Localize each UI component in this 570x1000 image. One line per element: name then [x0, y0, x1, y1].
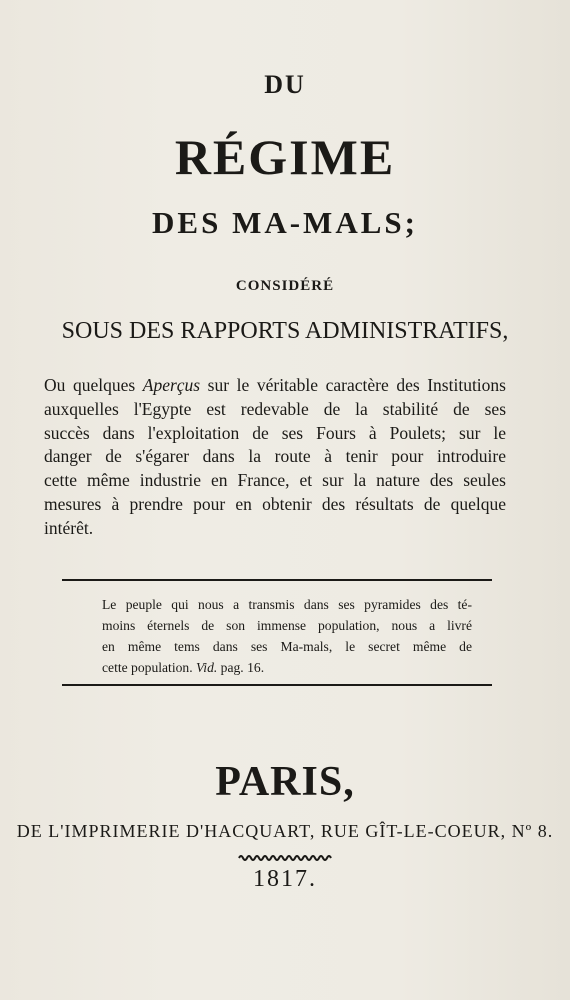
imprint-city: PARIS,	[215, 759, 355, 805]
title-du: DU	[264, 70, 306, 99]
divider-rule-bottom	[62, 684, 492, 686]
description-text: sur le véritable caractère des Institutions	[200, 375, 506, 395]
description-line: cette même industrie en France, et sur la nature des seules	[44, 470, 506, 491]
title-subject: DES MA-MALS;	[152, 205, 418, 240]
description-line: danger de s'égarer dans la route à tenir pour introduire	[44, 446, 506, 467]
description-line: intérêt.	[44, 517, 94, 538]
epigraph-line: Le peuple qui nous a transmis dans ses pyramides des té-	[102, 597, 472, 612]
rapports-heading: SOUS DES RAPPORTS ADMINISTRATIFS,	[61, 318, 509, 344]
description-paragraph	[44, 374, 506, 541]
epigraph-line: en même tems dans ses Ma-mals, le secret même de	[102, 639, 472, 654]
epigraph-line	[102, 657, 472, 678]
imprint-year: 1817.	[253, 866, 317, 892]
description-line: auxquelles l'Egypte est redevable de la stabilité de ses	[44, 398, 506, 419]
description-line	[44, 374, 506, 398]
description-line: succès dans l'exploitation de ses Fours à Poulets; sur le	[44, 422, 506, 443]
description-line: mesures à prendre pour en obtenir des résultats de quelque	[44, 493, 506, 514]
title-regime: RÉGIME	[174, 129, 396, 185]
epigraph	[102, 594, 472, 678]
epigraph-text: pag. 16.	[217, 660, 265, 675]
epigraph-line: moins éternels de son immense population, nous a livré	[102, 618, 472, 633]
epigraph-text: cette population.	[102, 660, 196, 675]
divider-rule-top	[62, 579, 492, 581]
description-italic-term: Aperçus	[142, 375, 201, 395]
epigraph-italic-ref: Vid.	[196, 660, 218, 675]
imprint-printer: DE L'IMPRIMERIE D'HACQUART, RUE GÎT-LE-COEUR, Nº 8.	[16, 821, 554, 841]
description-text: Ou quelques	[44, 375, 143, 395]
ornament-wave-svg	[237, 853, 333, 863]
considere-heading: CONSIDÉRÉ	[235, 278, 335, 294]
